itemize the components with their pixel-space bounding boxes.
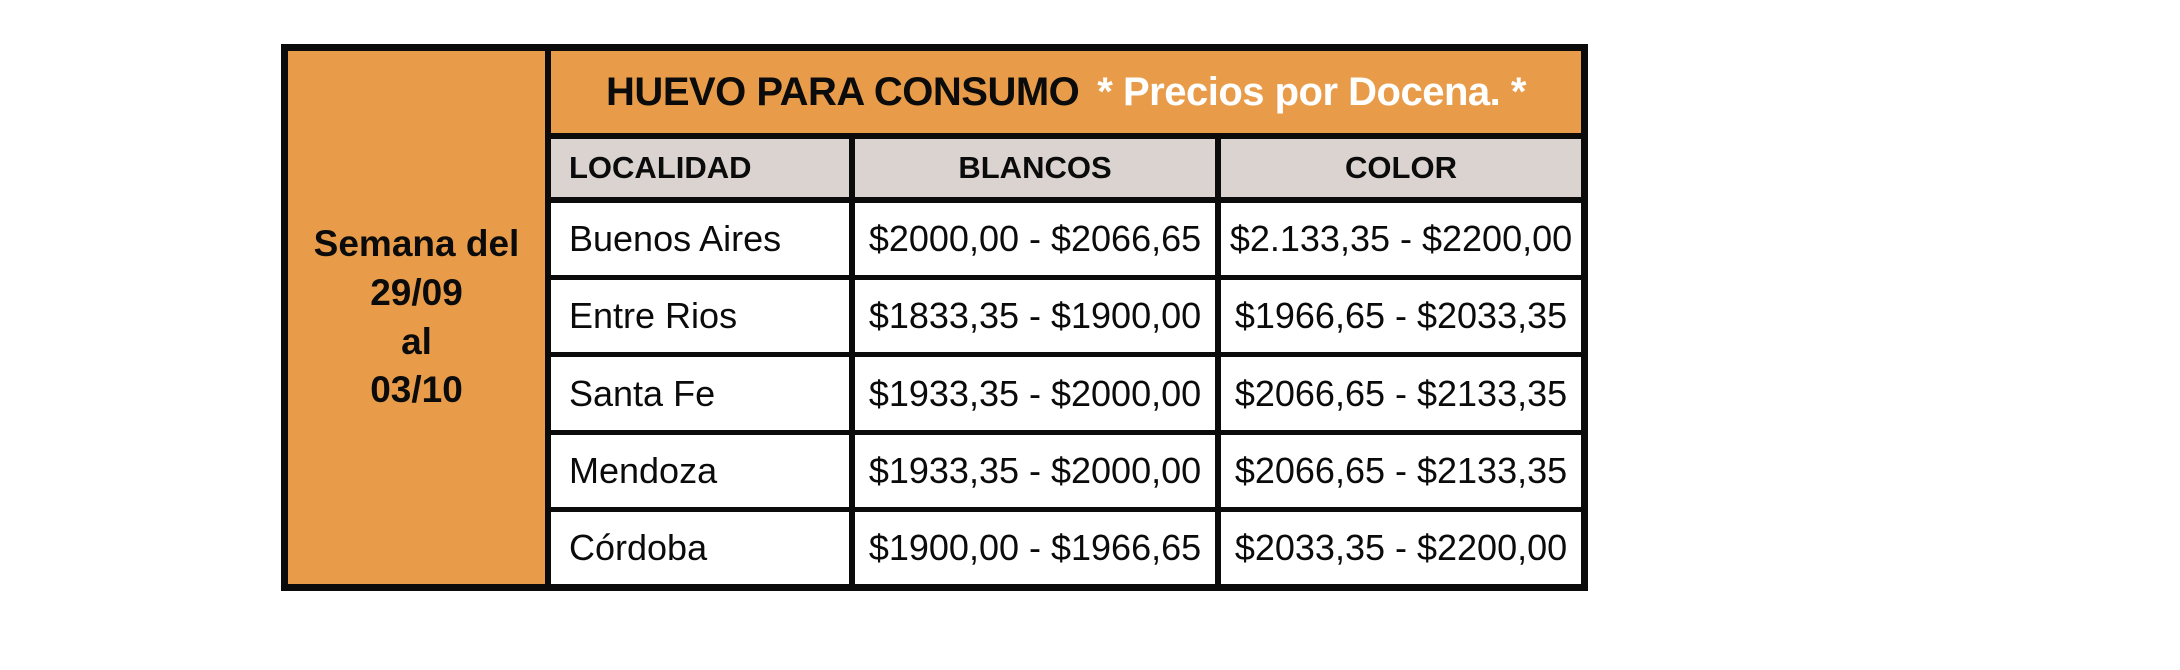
table-row-santa-fe <box>551 357 1581 434</box>
week-line-3: al <box>401 320 432 362</box>
cell-blancos-price: $1833,35 - $1900,00 <box>855 280 1221 352</box>
cell-color-price: $2033,35 - $2200,00 <box>1221 512 1581 584</box>
cell-blancos-price: $2000,00 - $2066,65 <box>855 203 1221 275</box>
week-line-1: Semana del <box>313 222 520 264</box>
cell-localidad: Buenos Aires <box>551 203 855 275</box>
table-row-buenos-aires <box>551 203 1581 280</box>
week-line-2: 29/09 <box>370 271 463 313</box>
table-row-cordoba <box>551 512 1581 584</box>
column-header-color: COLOR <box>1221 139 1581 197</box>
cell-color-price: $2.133,35 - $2200,00 <box>1221 203 1581 275</box>
cell-color-price: $2066,65 - $2133,35 <box>1221 357 1581 429</box>
cell-blancos-price: $1900,00 - $1966,65 <box>855 512 1221 584</box>
cell-localidad: Mendoza <box>551 435 855 507</box>
table-main-area <box>551 51 1581 584</box>
table-title-row <box>551 51 1581 139</box>
cell-localidad: Entre Rios <box>551 280 855 352</box>
column-header-localidad: LOCALIDAD <box>551 139 855 197</box>
cell-blancos-price: $1933,35 - $2000,00 <box>855 357 1221 429</box>
egg-price-table <box>281 44 1588 591</box>
cell-color-price: $2066,65 - $2133,35 <box>1221 435 1581 507</box>
column-header-row <box>551 139 1581 203</box>
cell-blancos-price: $1933,35 - $2000,00 <box>855 435 1221 507</box>
week-panel <box>288 51 551 584</box>
cell-color-price: $1966,65 - $2033,35 <box>1221 280 1581 352</box>
table-title: HUEVO PARA CONSUMO <box>606 69 1080 114</box>
table-subtitle: * Precios por Docena. * <box>1097 69 1526 114</box>
table-row-entre-rios <box>551 280 1581 357</box>
cell-localidad: Santa Fe <box>551 357 855 429</box>
table-row-mendoza <box>551 435 1581 512</box>
column-header-blancos: BLANCOS <box>855 139 1221 197</box>
week-line-4: 03/10 <box>370 369 463 411</box>
cell-localidad: Córdoba <box>551 512 855 584</box>
